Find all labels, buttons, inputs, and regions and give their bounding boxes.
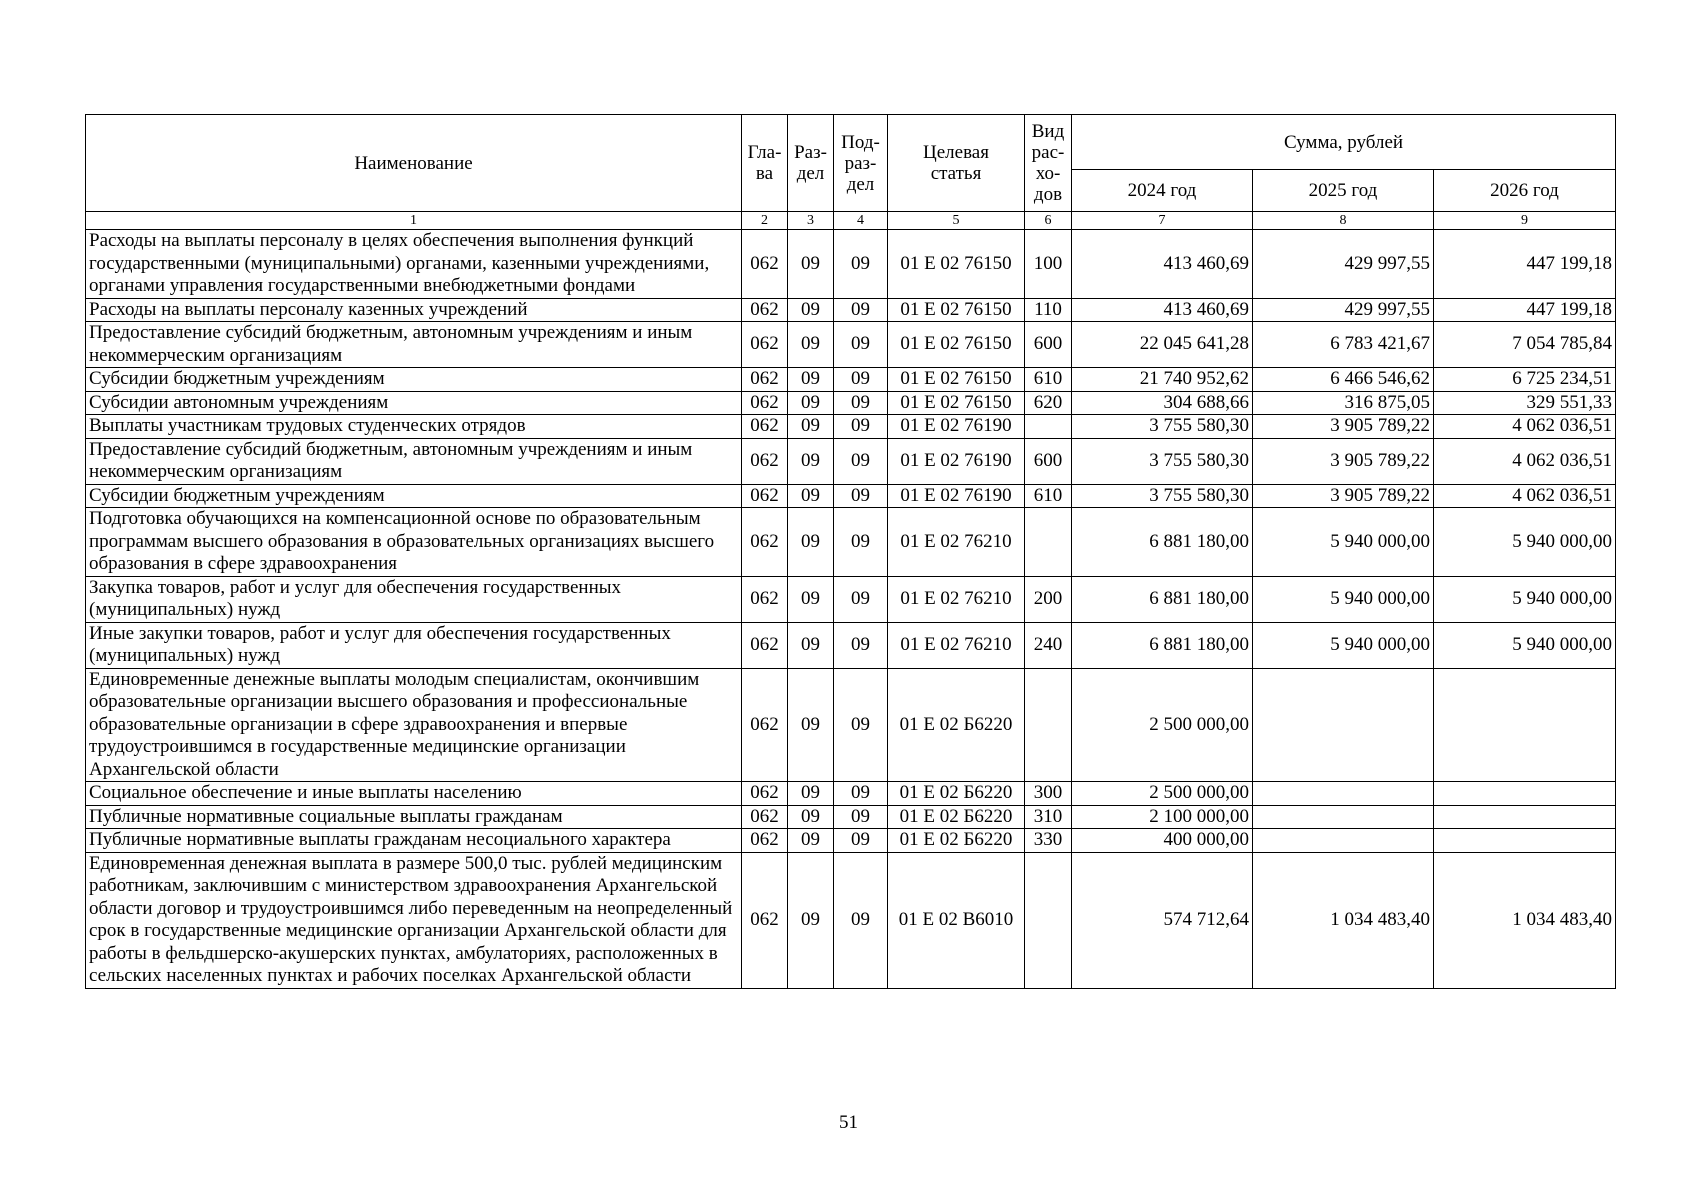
- row-name-cell: Публичные нормативные выплаты гражданам несоциального характера: [86, 829, 742, 853]
- row-amount-2024-cell: 6 881 180,00: [1072, 576, 1253, 622]
- row-razdel-cell: 09: [788, 484, 834, 508]
- row-glava-cell: 062: [742, 298, 788, 322]
- col-header-year-2025: 2025 год: [1253, 170, 1434, 212]
- row-vid-cell: 330: [1025, 829, 1072, 853]
- row-amount-2024-cell: 2 100 000,00: [1072, 805, 1253, 829]
- row-target-cell: 01 Е 02 76210: [888, 576, 1025, 622]
- row-glava-cell: 062: [742, 391, 788, 415]
- row-razdel-cell: 09: [788, 368, 834, 392]
- row-amount-2026-cell: 329 551,33: [1434, 391, 1616, 415]
- table-row: [86, 668, 1616, 782]
- row-amount-2025-cell: 5 940 000,00: [1253, 622, 1434, 668]
- row-vid-cell: 200: [1025, 576, 1072, 622]
- row-amount-2025-cell: 6 466 546,62: [1253, 368, 1434, 392]
- row-vid-cell: 620: [1025, 391, 1072, 415]
- row-podrazdel-cell: 09: [834, 230, 888, 299]
- row-amount-2024-cell: 3 755 580,30: [1072, 484, 1253, 508]
- row-amount-2026-cell: 6 725 234,51: [1434, 368, 1616, 392]
- row-amount-2025-cell: 429 997,55: [1253, 230, 1434, 299]
- row-podrazdel-cell: 09: [834, 508, 888, 577]
- row-amount-2024-cell: 22 045 641,28: [1072, 322, 1253, 368]
- row-amount-2026-cell: 5 940 000,00: [1434, 622, 1616, 668]
- row-glava-cell: 062: [742, 622, 788, 668]
- row-amount-2026-cell: 7 054 785,84: [1434, 322, 1616, 368]
- row-amount-2024-cell: 413 460,69: [1072, 230, 1253, 299]
- row-amount-2026-cell: [1434, 829, 1616, 853]
- row-podrazdel-cell: 09: [834, 391, 888, 415]
- row-glava-cell: 062: [742, 368, 788, 392]
- row-target-cell: 01 Е 02 76190: [888, 438, 1025, 484]
- row-amount-2026-cell: 4 062 036,51: [1434, 438, 1616, 484]
- row-podrazdel-cell: 09: [834, 852, 888, 988]
- row-amount-2024-cell: 2 500 000,00: [1072, 668, 1253, 782]
- row-glava-cell: 062: [742, 668, 788, 782]
- table-row: [86, 415, 1616, 439]
- row-name-cell: Публичные нормативные социальные выплаты гражданам: [86, 805, 742, 829]
- row-target-cell: 01 Е 02 76150: [888, 322, 1025, 368]
- row-target-cell: 01 Е 02 76150: [888, 391, 1025, 415]
- row-amount-2024-cell: 3 755 580,30: [1072, 415, 1253, 439]
- row-amount-2025-cell: 316 875,05: [1253, 391, 1434, 415]
- row-podrazdel-cell: 09: [834, 484, 888, 508]
- row-target-cell: 01 Е 02 76150: [888, 368, 1025, 392]
- table-row: [86, 322, 1616, 368]
- row-razdel-cell: 09: [788, 322, 834, 368]
- row-target-cell: 01 Е 02 В6010: [888, 852, 1025, 988]
- row-razdel-cell: 09: [788, 508, 834, 577]
- row-razdel-cell: 09: [788, 576, 834, 622]
- row-amount-2024-cell: 3 755 580,30: [1072, 438, 1253, 484]
- col-index: 8: [1253, 212, 1434, 230]
- row-target-cell: 01 Е 02 76190: [888, 484, 1025, 508]
- row-amount-2025-cell: 5 940 000,00: [1253, 576, 1434, 622]
- row-name-cell: Единовременные денежные выплаты молодым специалистам, окончившим образовательные организации высшего образования и профессиональные образовательные организации в сфере здравоохранения и впервые трудоустроившимся в государственные медицинские организации Архангельской области: [86, 668, 742, 782]
- col-index: 1: [86, 212, 742, 230]
- row-vid-cell: [1025, 668, 1072, 782]
- table-body: [86, 230, 1616, 989]
- row-amount-2025-cell: [1253, 668, 1434, 782]
- row-razdel-cell: 09: [788, 622, 834, 668]
- row-amount-2026-cell: 5 940 000,00: [1434, 508, 1616, 577]
- row-vid-cell: [1025, 508, 1072, 577]
- row-name-cell: Субсидии бюджетным учреждениям: [86, 484, 742, 508]
- row-amount-2026-cell: 4 062 036,51: [1434, 415, 1616, 439]
- row-amount-2026-cell: 447 199,18: [1434, 298, 1616, 322]
- row-razdel-cell: 09: [788, 230, 834, 299]
- page-number: 51: [839, 1112, 858, 1133]
- row-glava-cell: 062: [742, 852, 788, 988]
- col-index: 7: [1072, 212, 1253, 230]
- col-index: 2: [742, 212, 788, 230]
- table-row: [86, 782, 1616, 806]
- row-amount-2025-cell: [1253, 805, 1434, 829]
- row-amount-2025-cell: 5 940 000,00: [1253, 508, 1434, 577]
- table-row: [86, 368, 1616, 392]
- row-podrazdel-cell: 09: [834, 622, 888, 668]
- row-amount-2024-cell: 2 500 000,00: [1072, 782, 1253, 806]
- row-razdel-cell: 09: [788, 438, 834, 484]
- row-razdel-cell: 09: [788, 391, 834, 415]
- col-index: 4: [834, 212, 888, 230]
- row-amount-2026-cell: 4 062 036,51: [1434, 484, 1616, 508]
- row-razdel-cell: 09: [788, 805, 834, 829]
- row-vid-cell: 100: [1025, 230, 1072, 299]
- row-target-cell: 01 Е 02 76210: [888, 508, 1025, 577]
- row-vid-cell: [1025, 852, 1072, 988]
- row-razdel-cell: 09: [788, 415, 834, 439]
- col-header-year-2024: 2024 год: [1072, 170, 1253, 212]
- row-amount-2024-cell: 574 712,64: [1072, 852, 1253, 988]
- row-name-cell: Расходы на выплаты персоналу в целях обеспечения выполнения функций государственными (муниципальными) органами, казенными учреждениями, органами управления государственными внебюджетными фондами: [86, 230, 742, 299]
- row-name-cell: Расходы на выплаты персоналу казенных учреждений: [86, 298, 742, 322]
- row-vid-cell: 600: [1025, 438, 1072, 484]
- row-vid-cell: [1025, 415, 1072, 439]
- col-index: 3: [788, 212, 834, 230]
- row-podrazdel-cell: 09: [834, 415, 888, 439]
- row-vid-cell: 600: [1025, 322, 1072, 368]
- col-header-year-2026: 2026 год: [1434, 170, 1616, 212]
- row-glava-cell: 062: [742, 805, 788, 829]
- row-amount-2026-cell: [1434, 782, 1616, 806]
- col-index: 5: [888, 212, 1025, 230]
- budget-table: [85, 114, 1616, 989]
- row-target-cell: 01 Е 02 76150: [888, 230, 1025, 299]
- row-amount-2024-cell: 413 460,69: [1072, 298, 1253, 322]
- row-target-cell: 01 Е 02 76210: [888, 622, 1025, 668]
- row-amount-2025-cell: 3 905 789,22: [1253, 438, 1434, 484]
- row-amount-2026-cell: 447 199,18: [1434, 230, 1616, 299]
- row-razdel-cell: 09: [788, 852, 834, 988]
- row-name-cell: Подготовка обучающихся на компенсационной основе по образовательным программам высшего образования в образовательных организациях высшего образования в сфере здравоохранения: [86, 508, 742, 577]
- row-amount-2026-cell: [1434, 668, 1616, 782]
- col-header-name: Наименование: [86, 115, 742, 212]
- row-podrazdel-cell: 09: [834, 368, 888, 392]
- row-amount-2024-cell: 21 740 952,62: [1072, 368, 1253, 392]
- row-podrazdel-cell: 09: [834, 805, 888, 829]
- table-row: [86, 298, 1616, 322]
- col-index: 9: [1434, 212, 1616, 230]
- row-target-cell: 01 Е 02 Б6220: [888, 805, 1025, 829]
- row-vid-cell: 300: [1025, 782, 1072, 806]
- row-amount-2025-cell: [1253, 782, 1434, 806]
- row-name-cell: Закупка товаров, работ и услуг для обеспечения государственных (муниципальных) нужд: [86, 576, 742, 622]
- row-glava-cell: 062: [742, 230, 788, 299]
- table-row: [86, 438, 1616, 484]
- row-podrazdel-cell: 09: [834, 782, 888, 806]
- row-podrazdel-cell: 09: [834, 322, 888, 368]
- row-vid-cell: 610: [1025, 368, 1072, 392]
- row-amount-2026-cell: [1434, 805, 1616, 829]
- col-index: 6: [1025, 212, 1072, 230]
- row-name-cell: Социальное обеспечение и иные выплаты населению: [86, 782, 742, 806]
- row-amount-2026-cell: 1 034 483,40: [1434, 852, 1616, 988]
- row-glava-cell: 062: [742, 484, 788, 508]
- row-glava-cell: 062: [742, 508, 788, 577]
- row-glava-cell: 062: [742, 782, 788, 806]
- row-name-cell: Предоставление субсидий бюджетным, автономным учреждениям и иным некоммерческим организациям: [86, 438, 742, 484]
- row-amount-2025-cell: 3 905 789,22: [1253, 484, 1434, 508]
- table-row: [86, 829, 1616, 853]
- table-row: [86, 508, 1616, 577]
- col-header-vid: Вид рас- хо- дов: [1025, 115, 1072, 212]
- row-glava-cell: 062: [742, 415, 788, 439]
- row-target-cell: 01 Е 02 76190: [888, 415, 1025, 439]
- row-name-cell: Выплаты участникам трудовых студенческих отрядов: [86, 415, 742, 439]
- table-row: [86, 230, 1616, 299]
- row-amount-2025-cell: 429 997,55: [1253, 298, 1434, 322]
- table-row: [86, 805, 1616, 829]
- row-vid-cell: 240: [1025, 622, 1072, 668]
- table-row: [86, 622, 1616, 668]
- row-podrazdel-cell: 09: [834, 576, 888, 622]
- row-name-cell: Субсидии бюджетным учреждениям: [86, 368, 742, 392]
- col-header-glava: Гла- ва: [742, 115, 788, 212]
- row-vid-cell: 610: [1025, 484, 1072, 508]
- row-target-cell: 01 Е 02 Б6220: [888, 829, 1025, 853]
- row-vid-cell: 110: [1025, 298, 1072, 322]
- row-amount-2024-cell: 6 881 180,00: [1072, 508, 1253, 577]
- row-amount-2024-cell: 400 000,00: [1072, 829, 1253, 853]
- row-glava-cell: 062: [742, 438, 788, 484]
- row-glava-cell: 062: [742, 829, 788, 853]
- row-target-cell: 01 Е 02 Б6220: [888, 668, 1025, 782]
- row-name-cell: Предоставление субсидий бюджетным, автономным учреждениям и иным некоммерческим организациям: [86, 322, 742, 368]
- table-row: [86, 576, 1616, 622]
- row-name-cell: Иные закупки товаров, работ и услуг для обеспечения государственных (муниципальных) нужд: [86, 622, 742, 668]
- col-header-razdel: Раз- дел: [788, 115, 834, 212]
- row-podrazdel-cell: 09: [834, 668, 888, 782]
- col-header-sum: Сумма, рублей: [1072, 115, 1616, 170]
- row-glava-cell: 062: [742, 576, 788, 622]
- row-amount-2025-cell: [1253, 829, 1434, 853]
- row-amount-2024-cell: 6 881 180,00: [1072, 622, 1253, 668]
- row-amount-2026-cell: 5 940 000,00: [1434, 576, 1616, 622]
- table-row: [86, 852, 1616, 988]
- row-razdel-cell: 09: [788, 782, 834, 806]
- row-podrazdel-cell: 09: [834, 438, 888, 484]
- row-razdel-cell: 09: [788, 829, 834, 853]
- row-amount-2025-cell: 6 783 421,67: [1253, 322, 1434, 368]
- row-razdel-cell: 09: [788, 298, 834, 322]
- row-glava-cell: 062: [742, 322, 788, 368]
- col-header-podrazdel: Под- раз- дел: [834, 115, 888, 212]
- row-amount-2025-cell: 1 034 483,40: [1253, 852, 1434, 988]
- row-podrazdel-cell: 09: [834, 829, 888, 853]
- table-row: [86, 391, 1616, 415]
- table-row: [86, 484, 1616, 508]
- row-name-cell: Единовременная денежная выплата в размере 500,0 тыс. рублей медицинским работникам, заключившим с министерством здравоохранения Архангельской области договор и трудоустроившимся либо переведенным на неопределенный срок в государственные медицинские организации Архангельской области для работы в фельдшерско-акушерских пунктах, амбулаториях, расположенных в сельских населенных пунктах и рабочих поселках Архангельской области: [86, 852, 742, 988]
- row-amount-2024-cell: 304 688,66: [1072, 391, 1253, 415]
- row-target-cell: 01 Е 02 Б6220: [888, 782, 1025, 806]
- row-vid-cell: 310: [1025, 805, 1072, 829]
- row-name-cell: Субсидии автономным учреждениям: [86, 391, 742, 415]
- row-amount-2025-cell: 3 905 789,22: [1253, 415, 1434, 439]
- row-target-cell: 01 Е 02 76150: [888, 298, 1025, 322]
- col-header-target: Целевая статья: [888, 115, 1025, 212]
- row-podrazdel-cell: 09: [834, 298, 888, 322]
- row-razdel-cell: 09: [788, 668, 834, 782]
- table-header: [86, 115, 1616, 230]
